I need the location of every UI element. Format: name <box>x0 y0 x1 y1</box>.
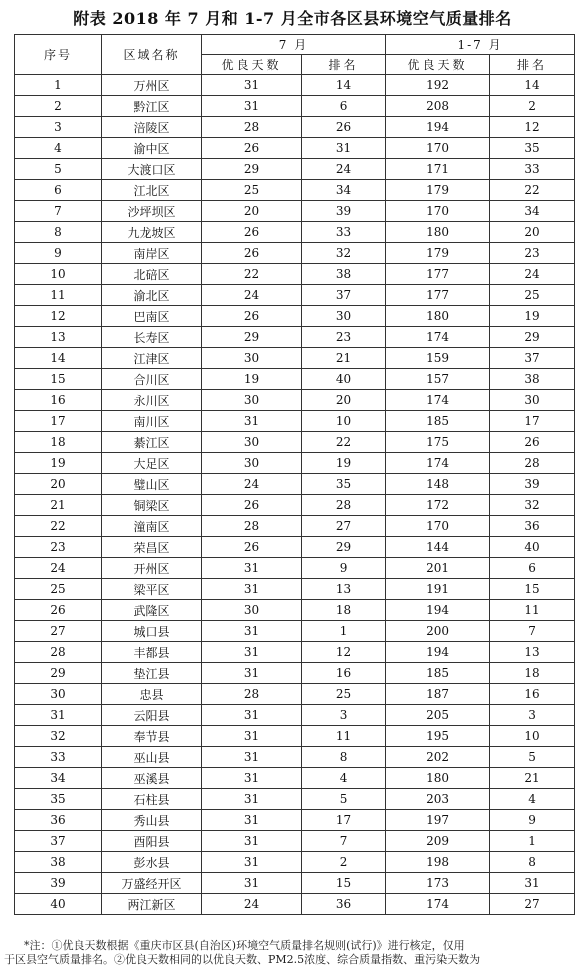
cell-july-good-days: 31 <box>202 411 302 432</box>
cell-july-good-days: 30 <box>202 600 302 621</box>
table-row <box>15 96 575 117</box>
cell-ytd-good-days: 192 <box>386 75 490 96</box>
cell-july-good-days: 31 <box>202 768 302 789</box>
cell-ytd-good-days: 180 <box>386 306 490 327</box>
cell-ytd-good-days: 194 <box>386 642 490 663</box>
table-row <box>15 306 575 327</box>
cell-ytd-good-days: 174 <box>386 327 490 348</box>
cell-ytd-rank: 15 <box>490 579 575 600</box>
cell-ytd-good-days: 177 <box>386 264 490 285</box>
cell-july-rank: 4 <box>302 768 386 789</box>
table-row <box>15 348 575 369</box>
cell-ytd-rank: 30 <box>490 390 575 411</box>
header-index: 序号 <box>15 35 102 75</box>
cell-ytd-rank: 22 <box>490 180 575 201</box>
cell-region: 巴南区 <box>102 306 202 327</box>
cell-july-good-days: 31 <box>202 642 302 663</box>
cell-ytd-good-days: 172 <box>386 495 490 516</box>
cell-ytd-rank: 24 <box>490 264 575 285</box>
cell-index: 19 <box>15 453 102 474</box>
cell-index: 10 <box>15 264 102 285</box>
cell-index: 14 <box>15 348 102 369</box>
cell-region: 忠县 <box>102 684 202 705</box>
cell-july-good-days: 26 <box>202 138 302 159</box>
cell-july-good-days: 30 <box>202 390 302 411</box>
cell-july-good-days: 28 <box>202 516 302 537</box>
cell-ytd-good-days: 201 <box>386 558 490 579</box>
table-row <box>15 873 575 894</box>
cell-july-good-days: 24 <box>202 894 302 915</box>
table-row <box>15 138 575 159</box>
cell-index: 34 <box>15 768 102 789</box>
cell-july-good-days: 30 <box>202 432 302 453</box>
cell-index: 32 <box>15 726 102 747</box>
cell-region: 潼南区 <box>102 516 202 537</box>
cell-ytd-rank: 7 <box>490 621 575 642</box>
cell-region: 大渡口区 <box>102 159 202 180</box>
cell-ytd-good-days: 170 <box>386 138 490 159</box>
cell-july-good-days: 24 <box>202 474 302 495</box>
cell-july-good-days: 28 <box>202 684 302 705</box>
cell-index: 6 <box>15 180 102 201</box>
table-row <box>15 852 575 873</box>
table-row <box>15 726 575 747</box>
cell-ytd-good-days: 198 <box>386 852 490 873</box>
cell-july-good-days: 31 <box>202 873 302 894</box>
cell-index: 38 <box>15 852 102 873</box>
cell-region: 璧山区 <box>102 474 202 495</box>
table-row <box>15 705 575 726</box>
cell-index: 20 <box>15 474 102 495</box>
table-row <box>15 432 575 453</box>
cell-ytd-rank: 39 <box>490 474 575 495</box>
cell-index: 21 <box>15 495 102 516</box>
table-row <box>15 600 575 621</box>
cell-ytd-good-days: 179 <box>386 180 490 201</box>
cell-july-rank: 36 <box>302 894 386 915</box>
cell-region: 彭水县 <box>102 852 202 873</box>
cell-ytd-good-days: 159 <box>386 348 490 369</box>
table-row <box>15 495 575 516</box>
cell-ytd-good-days: 175 <box>386 432 490 453</box>
cell-july-rank: 16 <box>302 663 386 684</box>
header-period-july: 7 月 <box>202 35 386 55</box>
cell-ytd-rank: 20 <box>490 222 575 243</box>
cell-july-rank: 17 <box>302 810 386 831</box>
cell-july-good-days: 31 <box>202 726 302 747</box>
footnote-line-2: 于区县空气质量排名。②优良天数相同的以优良天数、PM2.5浓度、综合质量指数、重污染天数为 <box>4 953 481 966</box>
cell-july-rank: 34 <box>302 180 386 201</box>
cell-ytd-good-days: 179 <box>386 243 490 264</box>
cell-ytd-rank: 32 <box>490 495 575 516</box>
header-july-good-days: 优良天数 <box>202 55 302 75</box>
cell-index: 28 <box>15 642 102 663</box>
cell-july-good-days: 26 <box>202 495 302 516</box>
cell-index: 18 <box>15 432 102 453</box>
cell-region: 渝北区 <box>102 285 202 306</box>
cell-july-rank: 30 <box>302 306 386 327</box>
table-row <box>15 621 575 642</box>
cell-region: 垫江县 <box>102 663 202 684</box>
table-row <box>15 642 575 663</box>
cell-region: 南川区 <box>102 411 202 432</box>
cell-july-rank: 18 <box>302 600 386 621</box>
cell-region: 奉节县 <box>102 726 202 747</box>
cell-july-good-days: 31 <box>202 663 302 684</box>
header-july-rank: 排名 <box>302 55 386 75</box>
cell-ytd-rank: 13 <box>490 642 575 663</box>
cell-region: 渝中区 <box>102 138 202 159</box>
cell-index: 39 <box>15 873 102 894</box>
cell-july-rank: 2 <box>302 852 386 873</box>
cell-ytd-rank: 21 <box>490 768 575 789</box>
cell-region: 梁平区 <box>102 579 202 600</box>
table-body <box>15 75 575 915</box>
cell-ytd-rank: 27 <box>490 894 575 915</box>
cell-ytd-good-days: 194 <box>386 117 490 138</box>
cell-index: 5 <box>15 159 102 180</box>
cell-july-rank: 38 <box>302 264 386 285</box>
table-row <box>15 747 575 768</box>
cell-july-good-days: 26 <box>202 243 302 264</box>
cell-ytd-rank: 23 <box>490 243 575 264</box>
cell-ytd-good-days: 144 <box>386 537 490 558</box>
cell-ytd-rank: 1 <box>490 831 575 852</box>
cell-index: 4 <box>15 138 102 159</box>
table-row <box>15 579 575 600</box>
cell-ytd-good-days: 209 <box>386 831 490 852</box>
cell-july-rank: 26 <box>302 117 386 138</box>
table-row <box>15 264 575 285</box>
cell-ytd-good-days: 187 <box>386 684 490 705</box>
cell-region: 长寿区 <box>102 327 202 348</box>
cell-ytd-good-days: 174 <box>386 894 490 915</box>
cell-index: 30 <box>15 684 102 705</box>
cell-ytd-good-days: 208 <box>386 96 490 117</box>
cell-ytd-rank: 2 <box>490 96 575 117</box>
cell-ytd-rank: 6 <box>490 558 575 579</box>
cell-index: 26 <box>15 600 102 621</box>
cell-ytd-rank: 33 <box>490 159 575 180</box>
cell-july-rank: 12 <box>302 642 386 663</box>
cell-region: 荣昌区 <box>102 537 202 558</box>
cell-region: 九龙坡区 <box>102 222 202 243</box>
cell-region: 巫溪县 <box>102 768 202 789</box>
cell-region: 开州区 <box>102 558 202 579</box>
cell-july-good-days: 30 <box>202 348 302 369</box>
cell-ytd-good-days: 180 <box>386 768 490 789</box>
cell-region: 南岸区 <box>102 243 202 264</box>
table-row <box>15 789 575 810</box>
cell-ytd-good-days: 200 <box>386 621 490 642</box>
table-row <box>15 894 575 915</box>
table-row <box>15 180 575 201</box>
cell-july-rank: 37 <box>302 285 386 306</box>
cell-july-good-days: 31 <box>202 558 302 579</box>
cell-region: 丰都县 <box>102 642 202 663</box>
cell-ytd-good-days: 148 <box>386 474 490 495</box>
cell-july-good-days: 26 <box>202 306 302 327</box>
header-row-top <box>15 35 575 55</box>
cell-ytd-rank: 35 <box>490 138 575 159</box>
cell-ytd-good-days: 157 <box>386 369 490 390</box>
cell-index: 3 <box>15 117 102 138</box>
cell-july-good-days: 24 <box>202 285 302 306</box>
table-row <box>15 222 575 243</box>
cell-ytd-rank: 37 <box>490 348 575 369</box>
cell-july-rank: 39 <box>302 201 386 222</box>
cell-index: 23 <box>15 537 102 558</box>
cell-index: 35 <box>15 789 102 810</box>
table-row <box>15 831 575 852</box>
table-row <box>15 684 575 705</box>
cell-index: 17 <box>15 411 102 432</box>
cell-july-rank: 8 <box>302 747 386 768</box>
cell-ytd-rank: 34 <box>490 201 575 222</box>
cell-july-rank: 10 <box>302 411 386 432</box>
cell-ytd-rank: 3 <box>490 705 575 726</box>
cell-july-good-days: 28 <box>202 117 302 138</box>
table-row <box>15 369 575 390</box>
cell-ytd-rank: 40 <box>490 537 575 558</box>
cell-july-rank: 3 <box>302 705 386 726</box>
cell-region: 两江新区 <box>102 894 202 915</box>
cell-ytd-rank: 14 <box>490 75 575 96</box>
cell-index: 8 <box>15 222 102 243</box>
header-region: 区域名称 <box>102 35 202 75</box>
cell-july-rank: 27 <box>302 516 386 537</box>
cell-index: 29 <box>15 663 102 684</box>
cell-july-good-days: 22 <box>202 264 302 285</box>
cell-ytd-good-days: 177 <box>386 285 490 306</box>
cell-index: 33 <box>15 747 102 768</box>
cell-region: 巫山县 <box>102 747 202 768</box>
cell-july-rank: 14 <box>302 75 386 96</box>
cell-july-good-days: 26 <box>202 222 302 243</box>
table-row <box>15 537 575 558</box>
cell-region: 江津区 <box>102 348 202 369</box>
cell-index: 36 <box>15 810 102 831</box>
cell-july-rank: 21 <box>302 348 386 369</box>
cell-july-good-days: 29 <box>202 159 302 180</box>
cell-ytd-good-days: 195 <box>386 726 490 747</box>
cell-july-rank: 20 <box>302 390 386 411</box>
table-row <box>15 75 575 96</box>
cell-july-rank: 31 <box>302 138 386 159</box>
cell-july-rank: 5 <box>302 789 386 810</box>
cell-july-rank: 13 <box>302 579 386 600</box>
cell-region: 云阳县 <box>102 705 202 726</box>
cell-july-rank: 32 <box>302 243 386 264</box>
cell-index: 1 <box>15 75 102 96</box>
cell-july-good-days: 25 <box>202 180 302 201</box>
cell-ytd-rank: 8 <box>490 852 575 873</box>
cell-ytd-rank: 31 <box>490 873 575 894</box>
cell-ytd-rank: 5 <box>490 747 575 768</box>
cell-ytd-rank: 18 <box>490 663 575 684</box>
table-row <box>15 201 575 222</box>
cell-ytd-rank: 38 <box>490 369 575 390</box>
cell-index: 25 <box>15 579 102 600</box>
cell-index: 24 <box>15 558 102 579</box>
cell-july-good-days: 31 <box>202 705 302 726</box>
cell-july-good-days: 19 <box>202 369 302 390</box>
cell-index: 2 <box>15 96 102 117</box>
table-row <box>15 390 575 411</box>
cell-july-rank: 33 <box>302 222 386 243</box>
cell-ytd-good-days: 203 <box>386 789 490 810</box>
cell-ytd-good-days: 174 <box>386 453 490 474</box>
cell-region: 武隆区 <box>102 600 202 621</box>
cell-region: 秀山县 <box>102 810 202 831</box>
cell-ytd-good-days: 202 <box>386 747 490 768</box>
cell-ytd-good-days: 173 <box>386 873 490 894</box>
cell-region: 合川区 <box>102 369 202 390</box>
cell-ytd-good-days: 197 <box>386 810 490 831</box>
cell-index: 9 <box>15 243 102 264</box>
cell-index: 12 <box>15 306 102 327</box>
table-row <box>15 411 575 432</box>
cell-ytd-good-days: 185 <box>386 411 490 432</box>
cell-july-good-days: 31 <box>202 579 302 600</box>
cell-july-good-days: 31 <box>202 75 302 96</box>
cell-july-rank: 22 <box>302 432 386 453</box>
table-row <box>15 558 575 579</box>
table-row <box>15 159 575 180</box>
table-row <box>15 327 575 348</box>
cell-july-rank: 23 <box>302 327 386 348</box>
cell-index: 7 <box>15 201 102 222</box>
page-title: 附表 2018 年 7 月和 1-7 月全市各区县环境空气质量排名 <box>73 9 512 28</box>
cell-july-good-days: 20 <box>202 201 302 222</box>
cell-july-good-days: 31 <box>202 621 302 642</box>
table-row <box>15 474 575 495</box>
cell-ytd-good-days: 171 <box>386 159 490 180</box>
table-row <box>15 453 575 474</box>
footnote <box>4 939 581 967</box>
cell-region: 城口县 <box>102 621 202 642</box>
cell-index: 22 <box>15 516 102 537</box>
cell-july-good-days: 29 <box>202 327 302 348</box>
table-row <box>15 810 575 831</box>
table-row <box>15 663 575 684</box>
cell-index: 37 <box>15 831 102 852</box>
cell-ytd-rank: 4 <box>490 789 575 810</box>
footnote-line-1: *注：①优良天数根据《重庆市区县(自治区)环境空气质量排名规则(试行)》进行核定，仅用 <box>24 939 465 952</box>
cell-ytd-rank: 17 <box>490 411 575 432</box>
cell-index: 40 <box>15 894 102 915</box>
cell-july-rank: 28 <box>302 495 386 516</box>
cell-region: 万盛经开区 <box>102 873 202 894</box>
cell-ytd-rank: 16 <box>490 684 575 705</box>
cell-ytd-rank: 26 <box>490 432 575 453</box>
cell-july-rank: 19 <box>302 453 386 474</box>
cell-region: 北碚区 <box>102 264 202 285</box>
header-ytd-good-days: 优良天数 <box>386 55 490 75</box>
table-row <box>15 243 575 264</box>
cell-region: 永川区 <box>102 390 202 411</box>
cell-ytd-rank: 28 <box>490 453 575 474</box>
cell-july-good-days: 31 <box>202 810 302 831</box>
cell-ytd-rank: 36 <box>490 516 575 537</box>
cell-ytd-rank: 9 <box>490 810 575 831</box>
table-row <box>15 768 575 789</box>
cell-july-rank: 11 <box>302 726 386 747</box>
cell-ytd-good-days: 205 <box>386 705 490 726</box>
cell-july-rank: 35 <box>302 474 386 495</box>
cell-ytd-good-days: 170 <box>386 201 490 222</box>
cell-july-rank: 6 <box>302 96 386 117</box>
cell-region: 江北区 <box>102 180 202 201</box>
table-row <box>15 117 575 138</box>
cell-july-rank: 9 <box>302 558 386 579</box>
cell-index: 11 <box>15 285 102 306</box>
cell-july-rank: 7 <box>302 831 386 852</box>
cell-ytd-good-days: 194 <box>386 600 490 621</box>
cell-july-rank: 1 <box>302 621 386 642</box>
cell-region: 大足区 <box>102 453 202 474</box>
cell-ytd-good-days: 191 <box>386 579 490 600</box>
table-row <box>15 285 575 306</box>
cell-region: 石柱县 <box>102 789 202 810</box>
cell-july-rank: 29 <box>302 537 386 558</box>
cell-ytd-rank: 19 <box>490 306 575 327</box>
cell-region: 铜梁区 <box>102 495 202 516</box>
cell-ytd-good-days: 170 <box>386 516 490 537</box>
cell-july-rank: 24 <box>302 159 386 180</box>
cell-ytd-rank: 12 <box>490 117 575 138</box>
cell-july-good-days: 31 <box>202 96 302 117</box>
cell-ytd-rank: 10 <box>490 726 575 747</box>
cell-july-good-days: 31 <box>202 852 302 873</box>
cell-region: 沙坪坝区 <box>102 201 202 222</box>
cell-july-good-days: 31 <box>202 831 302 852</box>
cell-index: 27 <box>15 621 102 642</box>
cell-july-good-days: 31 <box>202 789 302 810</box>
cell-region: 黔江区 <box>102 96 202 117</box>
cell-july-good-days: 31 <box>202 747 302 768</box>
cell-region: 万州区 <box>102 75 202 96</box>
header-ytd-rank: 排名 <box>490 55 575 75</box>
cell-ytd-good-days: 174 <box>386 390 490 411</box>
cell-index: 13 <box>15 327 102 348</box>
cell-index: 31 <box>15 705 102 726</box>
cell-region: 涪陵区 <box>102 117 202 138</box>
cell-july-rank: 25 <box>302 684 386 705</box>
cell-july-good-days: 26 <box>202 537 302 558</box>
header-period-ytd: 1-7 月 <box>386 35 575 55</box>
cell-ytd-good-days: 185 <box>386 663 490 684</box>
cell-index: 15 <box>15 369 102 390</box>
cell-region: 綦江区 <box>102 432 202 453</box>
cell-index: 16 <box>15 390 102 411</box>
cell-july-rank: 40 <box>302 369 386 390</box>
cell-ytd-rank: 29 <box>490 327 575 348</box>
cell-july-rank: 15 <box>302 873 386 894</box>
table-row <box>15 516 575 537</box>
cell-july-good-days: 30 <box>202 453 302 474</box>
cell-ytd-good-days: 180 <box>386 222 490 243</box>
cell-region: 酉阳县 <box>102 831 202 852</box>
cell-ytd-rank: 25 <box>490 285 575 306</box>
cell-ytd-rank: 11 <box>490 600 575 621</box>
ranking-table <box>14 34 575 915</box>
